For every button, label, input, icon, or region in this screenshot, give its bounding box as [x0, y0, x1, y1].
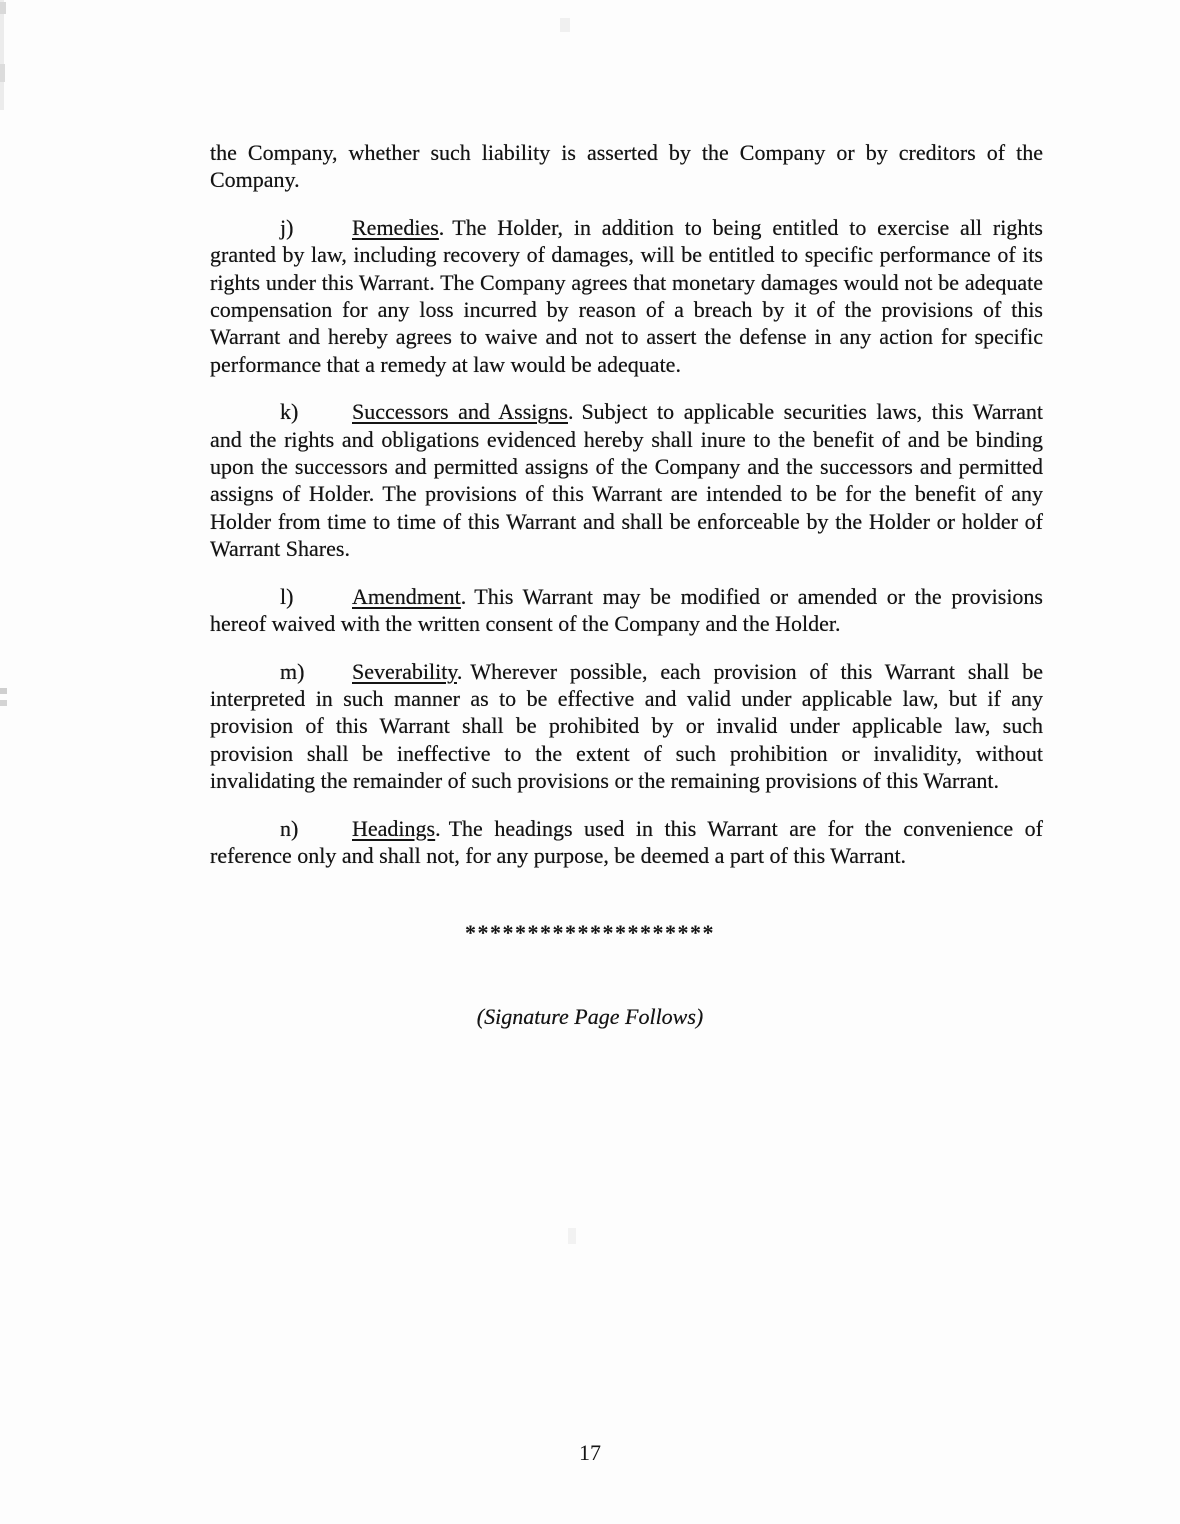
- scan-artifact: [0, 0, 4, 110]
- clause-text: This Warrant may be modified or amended or the provisions hereof waived with the written consent of the Company and the Holder.: [210, 583, 1043, 637]
- clause-heading-period: .: [460, 583, 467, 609]
- scan-artifact: [0, 2, 6, 14]
- clause-heading-period: .: [456, 658, 463, 684]
- clause-heading-period: .: [435, 815, 441, 841]
- scan-artifact: [0, 700, 7, 706]
- scan-artifact: [560, 18, 570, 32]
- clause-heading-period: .: [567, 399, 574, 425]
- clause-heading: Successors and Assigns: [352, 399, 568, 425]
- page-number: 17: [579, 1440, 601, 1465]
- clause-paragraph-m: [210, 658, 1043, 795]
- clause-label: k): [280, 399, 299, 425]
- clause-paragraph-l: [210, 583, 1043, 638]
- clause-heading: Severability: [352, 658, 457, 684]
- clause-heading: Headings: [352, 815, 436, 841]
- clause-paragraph-n: [210, 815, 1043, 870]
- document-body: [210, 139, 1043, 889]
- clause-label: j): [280, 214, 294, 240]
- clause-text: The Holder, in addition to being entitled to exercise all rights granted by law, including recovery of damages, will be entitled to specific performance of its rights under this Warrant. The Company agrees that monetary damages would not be adequate compensation for any loss incurred by reason of a breach by it of the provisions of this Warrant and hereby agrees to waive and not to assert the defense in any action for specific performance that a remedy at law would be adequate.: [210, 214, 1043, 377]
- clause-label: l): [280, 583, 294, 609]
- clause-text: Subject to applicable securities laws, this Warrant and the rights and obligations evidenced hereby shall inure to the benefit of and be binding upon the successors and permitted assigns of the Company and the successors and permitted assigns of Holder. The provisions of this Warrant are intended to be for the benefit of any Holder from time to time of this Warrant and shall be enforceable by the Holder or holder of Warrant Shares.: [210, 399, 1043, 562]
- clause-text: The headings used in this Warrant are for the convenience of reference only and shall not, for any purpose, be deemed a part of this Warrant.: [210, 815, 1043, 868]
- scan-artifact: [0, 64, 5, 82]
- clause-heading: Remedies: [352, 214, 439, 240]
- asterisk-separator: ********************: [465, 920, 715, 945]
- paragraph-continuation: [210, 139, 1043, 194]
- clause-label: n): [280, 815, 299, 841]
- paragraph-text: the Company, whether such liability is asserted by the Company or by creditors of the Company.: [210, 140, 1043, 193]
- clause-heading: Amendment: [352, 583, 461, 609]
- clause-paragraph-k: [210, 398, 1043, 562]
- clause-heading-period: .: [438, 214, 445, 240]
- scan-artifact: [568, 1228, 576, 1244]
- signature-note: (Signature Page Follows): [476, 1004, 704, 1029]
- clause-paragraph-j: [210, 214, 1043, 378]
- clause-text: Wherever possible, each provision of this Warrant shall be interpreted in such manner as to be effective and valid under applicable law, but if any provision of this Warrant shall be prohibited by or invalid under applicable law, such provision shall be ineffective to the extent of such prohibition or invalidity, without invalidating the remainder of such provisions or the remaining provisions of this Warrant.: [210, 658, 1043, 794]
- clause-label: m): [280, 658, 305, 684]
- scan-artifact: [0, 688, 7, 694]
